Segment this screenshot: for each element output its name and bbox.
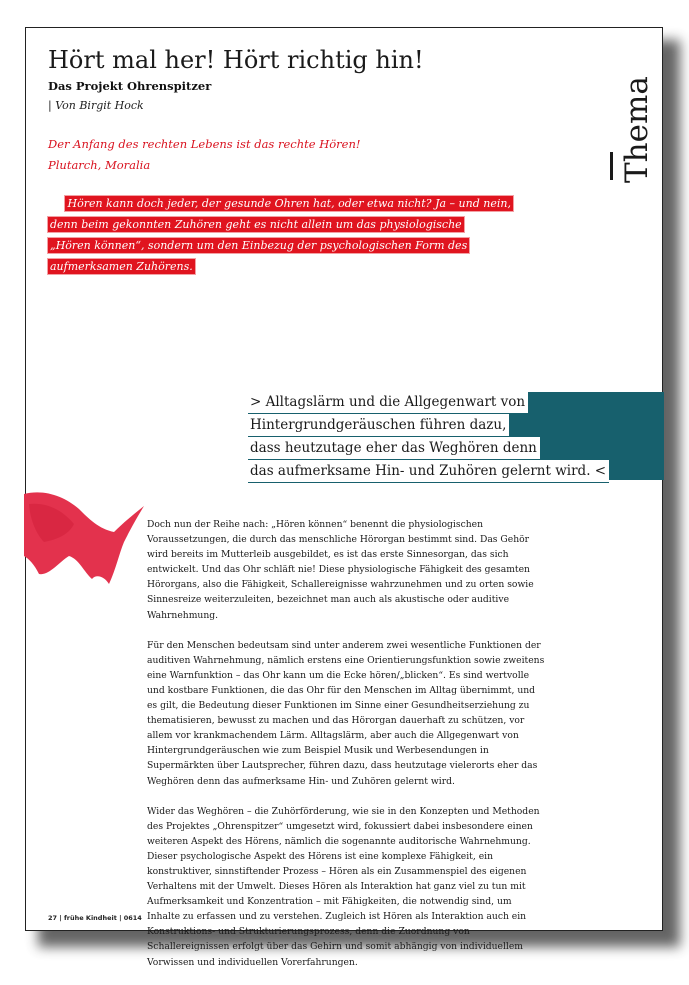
page-footer: 27 | frühe Kindheit | 0614 [48,914,142,922]
lead-line: „Hören können“, sondern um den Einbezug der psychologischen Form des [50,239,468,252]
article-author: | Von Birgit Hock [48,99,144,112]
article-body [147,517,547,985]
epigraph [48,134,361,176]
body-paragraph: Doch nun der Reihe nach: „Hören können“ benennt die physiologischen Voraussetzungen, die durch das menschliche Hörorgan bestimmt sind. Das Gehör wird bereits im Mutterleib ausgebildet, es ist das erste Sinnesorgan, das sich entwickelt. Und das Ohr schläft nie! Diese physiologische Fähigkeit des gesamten Hörorgans, also die Fähigkeit, Schallereignisse wahrzunehmen und zu orten sowie Sinnesreize weiterzuleiten, bezeichnet man auch als akustische oder auditive Wahrnehmung. [147,519,534,621]
pull-quote-line: das aufmerksame Hin- und Zuhören gelernt wird. < [248,460,609,483]
body-paragraph: Wider das Weghören – die Zuhörförderung, wie sie in den Konzepten und Methoden des Projektes „Ohrenspitzer“ umgesetzt wird, fokussiert dabei insbesondere einen weiteren Aspekt des Hörens, nämlich die sogenannte auditorische Wahrnehmung. Dieser psychologische Aspekt des Hörens ist eine komplexe Fähigkeit, ein konstruktiver, sinnstiftender Prozess – Hören als ein Zusammenspiel des eigenen Verhaltens mit der Umwelt. Dieses Hören als Interaktion hat ganz viel zu tun mit Aufmerksamkeit und Konzentration – mit Fähigkeiten, die notwendig sind, um Inhalte zu erfassen und zu verstehen. Zugleich ist Hören als Interaktion auch ein Konstruktions- und Strukturierungsprozess, denn die Zuordnung von Schallereignissen erfolgt über das Gehirn und somit abhängig von individuellem Vorwissen und individuellen Vorerfahrungen. [147,805,540,968]
lead-paragraph [48,193,513,277]
fish-image [24,484,144,604]
section-label [608,38,655,188]
epigraph-source: Plutarch, Moralia [48,158,151,172]
lead-line: denn beim gekonnten Zuhören geht es nicht allein um das physiologische [50,218,462,231]
article-subtitle: Das Projekt Ohrenspitzer [48,79,212,93]
pull-quote [248,391,609,483]
section-label-text: Thema [619,76,655,183]
epigraph-text: Der Anfang des rechten Lebens ist das rechte Hören! [48,137,361,151]
pull-quote-line: > Alltagslärm und die Allgegenwart von [248,391,528,414]
lead-line: Hören kann doch jeder, der gesunde Ohren hat, oder etwa nicht? Ja – und nein, [67,197,511,210]
pull-quote-line: dass heutzutage eher das Weghören denn [248,437,540,460]
magazine-page [25,27,663,968]
section-label-bar [610,152,613,180]
pull-quote-line: Hintergrundgeräuschen führen dazu, [248,414,509,437]
article-title: Hört mal her! Hört richtig hin! [48,46,424,74]
lead-line: aufmerksamen Zuhörens. [50,260,193,273]
body-paragraph: Für den Menschen bedeutsam sind unter anderem zwei wesentliche Funktionen der auditiven Wahrnehmung, nämlich erstens eine Orientierungsfunktion sowie zweitens eine Warnfunktion – das Ohr kann um die Ecke hören/„blicken“. Es sind wertvolle und kostbare Funktionen, die das Ohr für den Menschen im Alltag übernimmt, und es gilt, die Bedeutung dieser Funktionen im Sinne einer Gesundheitserziehung zu thematisieren, bewusst zu machen und das Hörorgan dauerhaft zu schützen, vor allem vor krankmachendem Lärm. Alltagslärm, aber auch die Allgegenwart von Hintergrundgeräuschen wie zum Beispiel Musik und Werbesendungen in Supermärkten über Lautsprecher, führen dazu, dass heutzutage vielerorts eher das Weghören denn das aufmerksame Hin- und Zuhören gelernt wird. [147,639,545,787]
